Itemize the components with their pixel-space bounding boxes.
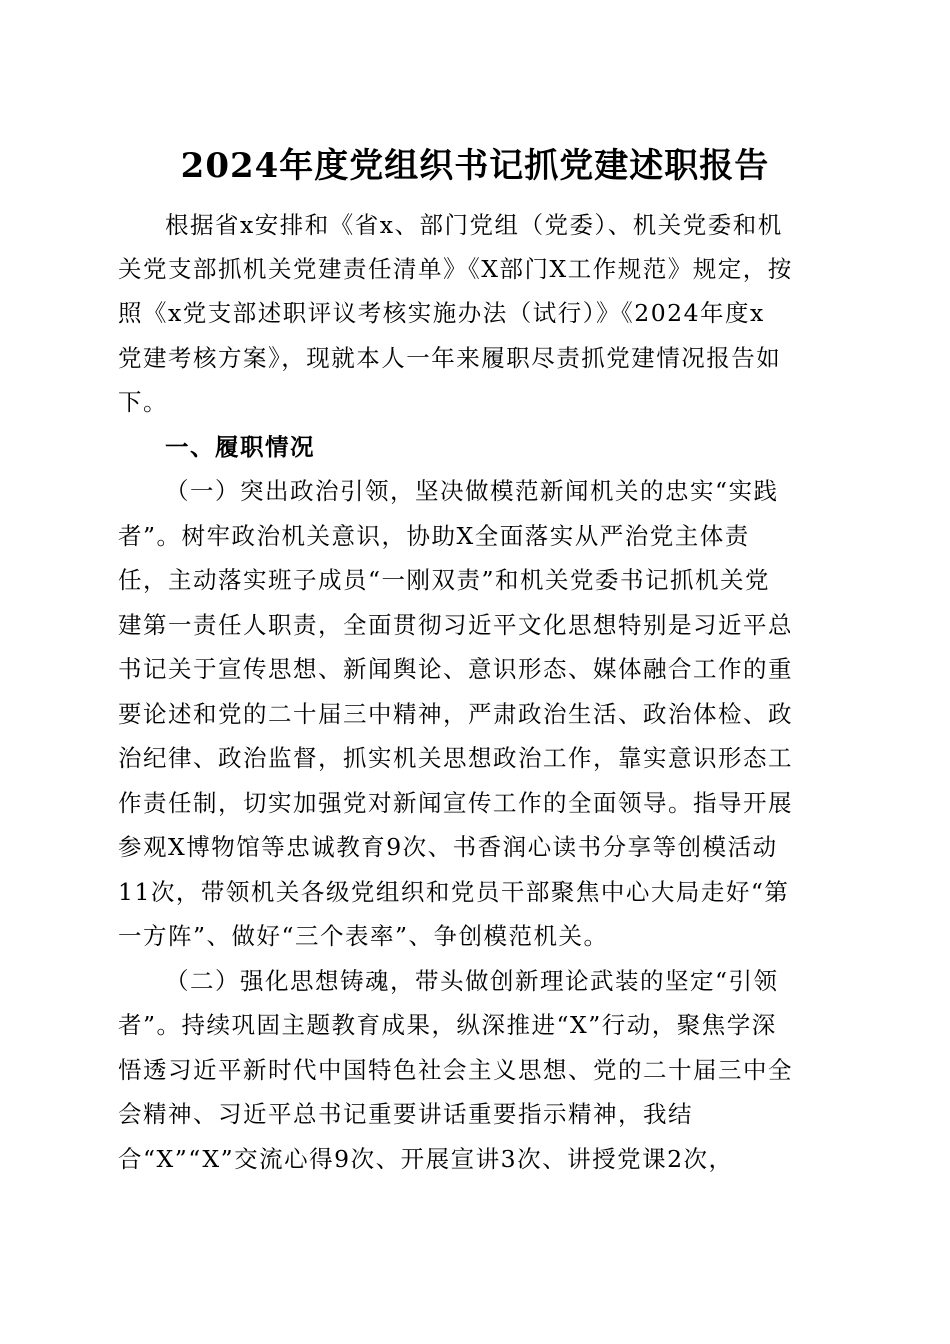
paragraph-line: （一）突出政治引领，坚决做模范新闻机关的忠实“实践 <box>165 477 779 505</box>
paragraph-line: 治纪律、政治监督，抓实机关思想政治工作，靠实意识形态工 <box>118 744 793 772</box>
paragraph-line: 下。 <box>118 388 168 416</box>
paragraph-line: 任，主动落实班子成员“一刚双责”和机关党委书记抓机关党 <box>118 566 771 594</box>
paragraph-line: 一方阵”、做好“三个表率”、争创模范机关。 <box>118 922 609 950</box>
paragraph-line: 者”。持续巩固主题教育成果，纵深推进“X”行动，聚焦学深 <box>118 1011 777 1039</box>
paragraph-line: 者”。树牢政治机关意识，协助X全面落实从严治党主体责 <box>118 522 750 550</box>
paragraph-line: 书记关于宣传思想、新闻舆论、意识形态、媒体融合工作的重 <box>118 655 793 683</box>
paragraph-line: 悟透习近平新时代中国特色社会主义思想、党的二十届三中全 <box>118 1056 793 1084</box>
paragraph-line: 11次，带领机关各级党组织和党员干部聚焦中心大局走好“第 <box>118 878 790 906</box>
paragraph-line: 作责任制，切实加强党对新闻宣传工作的全面领导。指导开展 <box>118 789 793 817</box>
paragraph-line: 要论述和党的二十届三中精神，严肃政治生活、政治体检、政 <box>118 700 793 728</box>
document-title: 2024年度党组织书记抓党建述职报告 <box>180 146 770 186</box>
paragraph-line: （二）强化思想铸魂，带头做创新理论武装的坚定“引领 <box>165 967 779 995</box>
paragraph-line: 建第一责任人职责，全面贯彻习近平文化思想特别是习近平总 <box>118 611 793 639</box>
paragraph-line: 照《x党支部述职评议考核实施办法（试行）》《2024年度x <box>118 299 765 327</box>
paragraph-line: 关党支部抓机关党建责任清单》《X部门X工作规范》规定，按 <box>118 255 793 283</box>
paragraph-line: 参观X博物馆等忠诚教育9次、书香润心读书分享等创模活动 <box>118 833 778 861</box>
paragraph-line: 根据省x安排和《省x、部门党组（党委）、机关党委和机 <box>165 211 783 239</box>
paragraph-line: 党建考核方案》，现就本人一年来履职尽责抓党建情况报告如 <box>118 344 782 372</box>
paragraph-line: 合“X”“X”交流心得9次、开展宣讲3次、讲授党课2次， <box>118 1145 734 1173</box>
paragraph-line: 会精神、习近平总书记重要讲话重要指示精神，我结 <box>118 1100 693 1128</box>
section-heading: 一、履职情况 <box>165 433 315 461</box>
